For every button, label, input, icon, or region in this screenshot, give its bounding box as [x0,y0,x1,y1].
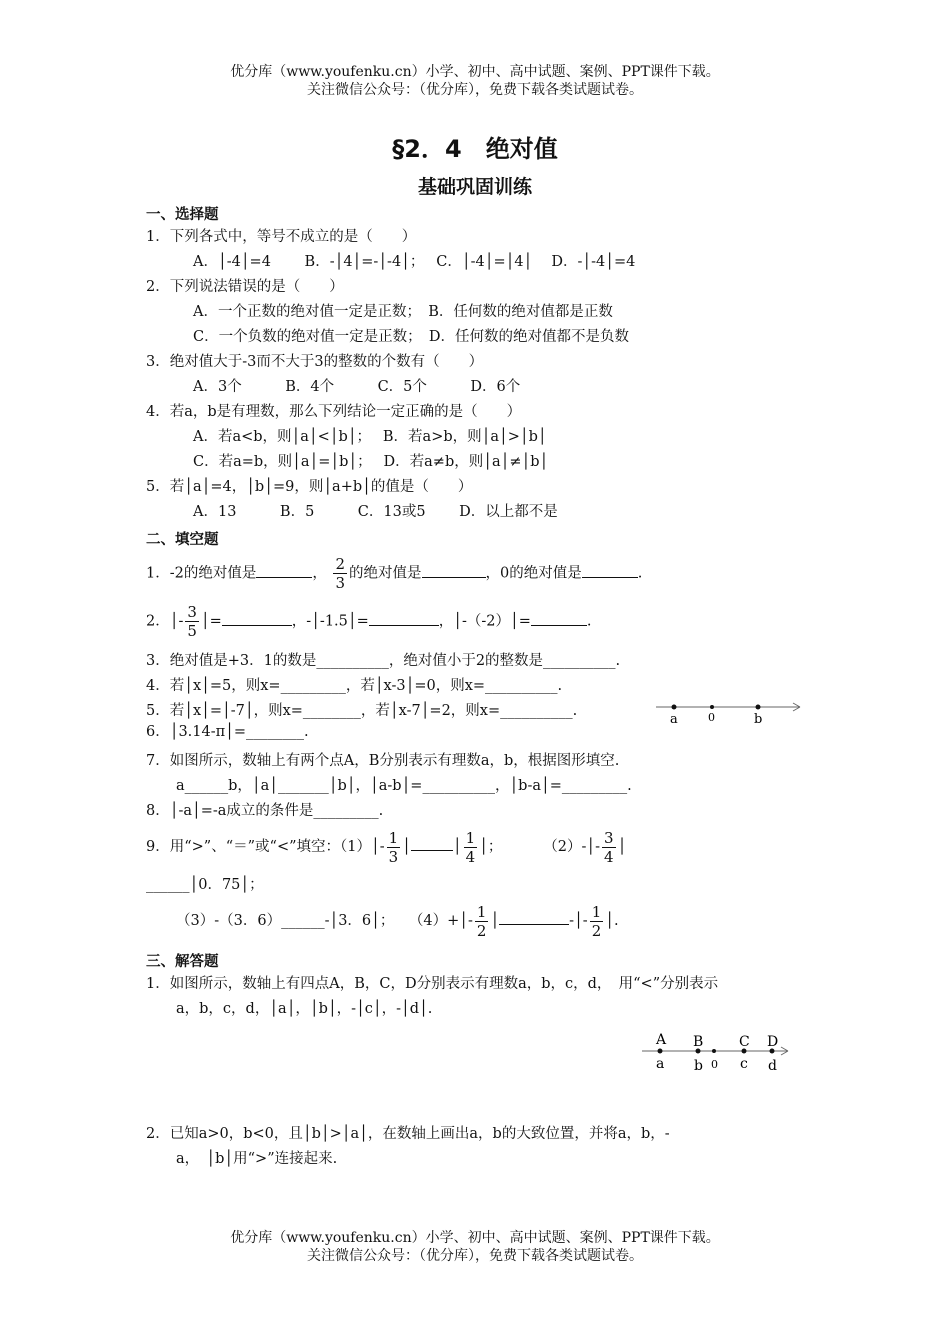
fill-q2-text-a: 2．│- [146,613,184,630]
fill-q8: 8．│-a│=-a成立的条件是_________. [146,803,384,819]
fill-q2 [146,603,592,640]
choice-q3: 3．绝对值大于-3而不大于3的整数的个数有（ ） [146,354,484,370]
fraction-denominator: 5 [187,622,197,640]
label-a: a [670,712,678,727]
fill-q1-text-c: 的绝对值是 [349,565,422,582]
choice-q2-options-cd: C．一个负数的绝对值一定是正数； D．任何数的绝对值都不是负数 [193,329,629,345]
fill-q1-fraction [333,555,347,592]
fill-q5: 5．若│x│=│-7│，则x=________，若│x-7│=2，则x=__________. [146,703,578,719]
label-A: A [656,1032,667,1048]
fill-q1-blank-2[interactable] [422,563,486,578]
section-heading-answer: 三、解答题 [146,954,219,970]
fraction-numerator: 1 [388,828,399,847]
fill-q9-blank-4[interactable] [499,910,569,925]
fill-q1 [146,555,642,592]
point-a [658,1049,663,1054]
fill-q9-part-3-4: （3）-（3．6）______-│3．6│； （4）+│- $\frac{1}{2}$ │ -│- $\frac{1}{2}$ │. [176,902,619,940]
header-line-1: 优分库（www.youfenku.cn）小学、初中、高中试题、案例、PPT课件下载。 [230,64,720,80]
choice-q2-options-ab: A．一个正数的绝对值一定是正数； B．任何数的绝对值都是正数 [193,304,613,320]
fill-q9-fraction-4 [475,903,489,940]
answer-q2: 2．已知a>0，b<0，且│b│>│a│，在数轴上画出a，b的大致位置，并将a，b，- [146,1126,670,1142]
fraction-denominator: 4 [465,847,476,866]
choice-q4: 4．若a，b是有理数，那么下列结论一定正确的是（ ） [146,404,522,420]
label-a: a [656,1056,665,1072]
answer-q1: 1．如图所示，数轴上有四点A，B，C，D分别表示有理数a，b，c，d， 用“<”分别表示 [146,976,719,992]
fill-q9: 9．用“>”、“＝”或“<”填空：（1）│- $\frac{1}{3}$ │ │ $\frac{1}{4}$ │； （2）-│- $\frac{3}{4}$ │ [146,828,627,866]
fill-q2-fraction [185,603,199,640]
footer-line-2: 关注微信公众号：（优分库），免费下载各类试题试卷。 [307,1248,643,1264]
fraction-denominator: 2 [591,921,602,940]
fraction-numerator: 1 [465,828,476,847]
fraction-numerator: 3 [604,828,614,847]
choice-q4-options-cd: C．若a=b，则│a│=│b│； D．若a≠b，则│a│≠│b│ [193,454,549,470]
label-D: D [767,1034,779,1050]
fill-q1-text-a: 1．-2的绝对值是 [146,565,257,582]
fill-q3: 3．绝对值是+3．1的数是__________，绝对值小于2的整数是__________. [146,653,621,669]
fill-q2-blank-3[interactable] [531,611,587,626]
fraction-numerator: 1 [591,902,602,921]
section-heading-choice: 一、选择题 [146,207,219,223]
label-C: C [739,1034,750,1050]
fill-q9-text-a: 9．用“>”、“＝”或“<”填空：（1） [146,839,371,855]
label-0: 0 [711,1058,718,1071]
label-0: 0 [708,711,715,724]
fill-q9-fraction-3 [602,829,616,866]
fraction-numerator: 1 [476,902,487,921]
footer-line-1: 优分库（www.youfenku.cn）小学、初中、高中试题、案例、PPT课件下载。 [230,1230,720,1246]
point-origin [712,1049,716,1053]
fill-q7: 7．如图所示，数轴上有两个点A，B分别表示有理数a，b，根据图形填空. [146,753,620,769]
fraction-denominator: 4 [604,847,614,866]
choice-q2: 2．下列说法错误的是（ ） [146,279,344,295]
fill-q1-blank-1[interactable] [256,563,312,578]
choice-q5-options: A．13 B．5 C．13或5 D．以上都不是 [193,504,558,520]
fill-q4: 4．若│x│=5，则x=_________，若│x-3│=0，则x=__________. [146,678,563,694]
fraction-denominator: 3 [388,847,399,866]
label-B: B [693,1034,704,1050]
fill-q2-text-b: │= [200,613,222,630]
fill-q2-text-c: ，-│-1.5│= [291,613,369,630]
choice-q3-options: A．3个 B．4个 C．5个 D．6个 [193,379,521,395]
point-b [756,705,761,710]
fill-q9-fraction-5 [590,903,604,940]
fill-q9-text-e: -│- [569,913,588,929]
label-b: b [754,712,763,727]
fraction-numerator: 2 [335,555,346,573]
fraction-numerator: 3 [187,603,197,621]
fill-q9-blank-1[interactable] [411,836,453,851]
fill-q2-text-d: ，│-（-2）│= [438,613,531,630]
header-line-2: 关注微信公众号：（优分库），免费下载各类试题试卷。 [307,82,643,98]
choice-q1: 1．下列各式中，等号不成立的是（ ） [146,229,417,245]
fill-q9-text-d: （3）-（3．6）______-│3．6│； （4）+│- [176,913,473,929]
fill-q9-fraction-2 [464,829,478,866]
answer-q1-continued: a，b，c，d，│a│，│b│，-│c│，-│d│. [176,1001,433,1017]
fill-q1-text-d: ，0的绝对值是 [485,565,582,582]
fill-q7-blanks: a______b，│a│_______│b│，│a-b│=__________，│b-a│=_________. [176,778,632,794]
point-a [672,705,677,710]
number-line-1 [650,695,810,727]
label-b: b [694,1058,703,1074]
fraction-denominator: 3 [335,574,346,592]
label-c: c [740,1056,748,1072]
fill-q1-blank-3[interactable] [582,563,638,578]
fill-q2-period: . [586,613,592,630]
fill-q1-period: . [637,565,643,582]
fill-q2-blank-1[interactable] [222,611,292,626]
fill-q9-text-b: （2）-│- [543,839,601,855]
point-origin [710,705,714,709]
answer-q2-continued: a， │b│用“>”连接起来. [176,1151,338,1167]
fill-q9-continued: ______│0．75│； [146,877,264,893]
fraction-denominator: 2 [476,921,487,940]
fill-q6: 6．│3.14-π│=________. [146,724,309,740]
choice-q1-options: A．│-4│=4 B．-│4│=-│-4│； C．│-4│=│4│ D．-│-4│=4 [193,254,636,270]
fill-q2-blank-2[interactable] [369,611,439,626]
section-heading-fill: 二、填空题 [146,532,219,548]
choice-q5: 5．若│a│=4，│b│=9，则│a+b│的值是（ ） [146,479,473,495]
page-title: §2．4 绝对值 [392,135,558,163]
choice-q4-options-ab: A．若a<b，则│a│<│b│； B．若a>b，则│a│>│b│ [193,429,547,445]
fill-q1-comma: ， [312,565,327,582]
fill-q9-fraction-1 [387,829,401,866]
number-line-2 [636,1030,800,1076]
label-d: d [768,1058,777,1074]
page-subtitle: 基础巩固训练 [417,176,532,198]
